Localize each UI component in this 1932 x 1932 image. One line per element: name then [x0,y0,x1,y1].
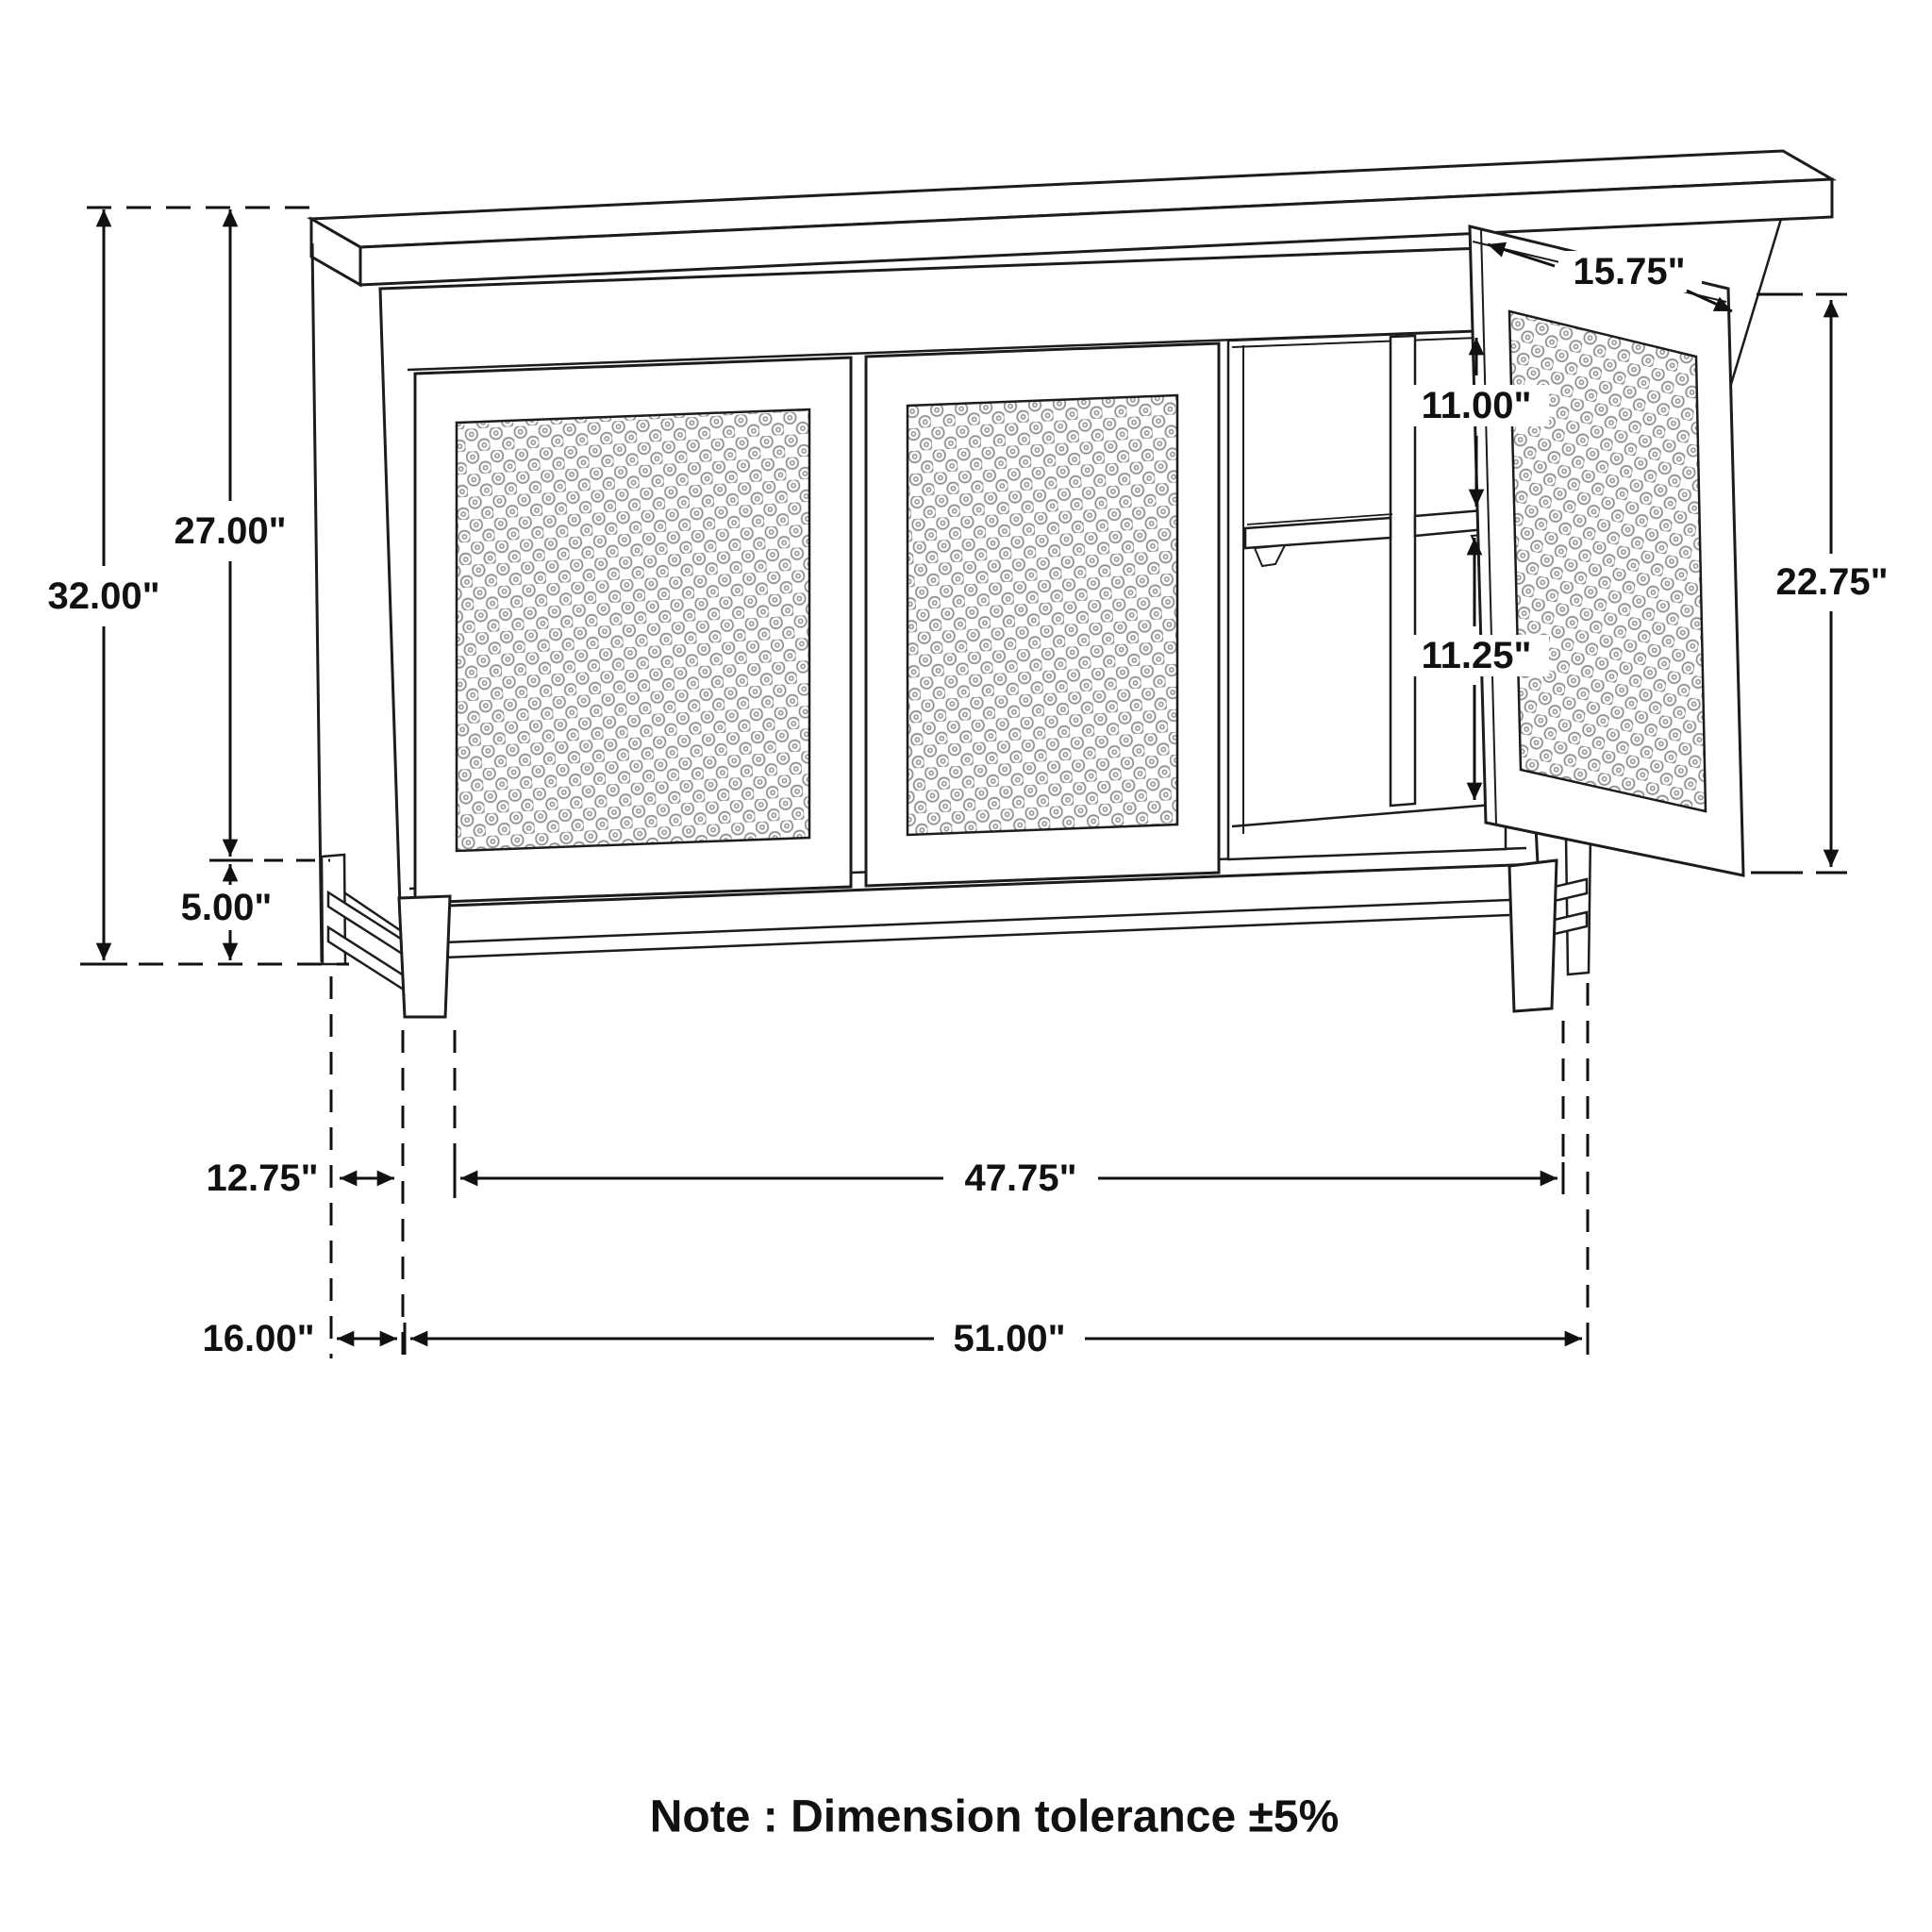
front-right-leg [1509,860,1557,1011]
left-door-cane-panel [457,409,809,851]
dim-label-body-height: 27.00" [174,510,287,552]
open-door [1470,226,1743,875]
dim-label-leg-height: 5.00" [180,887,273,928]
dim-label-door-height: 22.75" [1775,561,1889,603]
dim-leg-height [166,864,287,960]
dim-label-leg-depth-span: 12.75" [206,1158,319,1199]
tolerance-note: Note : Dimension tolerance ±5% [649,1791,1340,1842]
dim-door-height [1751,294,1907,873]
dim-label-lower-compartment: 11.25" [1421,635,1532,676]
dim-overall-height [34,209,174,960]
dim-row-overall [202,1318,1588,1359]
dim-row-legs [206,1158,1563,1199]
left-side-back-edge [312,243,322,962]
left-door [415,358,851,903]
dim-label-door-width: 15.75" [1573,251,1686,292]
middle-door-cane-panel [908,395,1177,835]
dim-label-front-leg-span: 47.75" [964,1158,1077,1199]
middle-door [866,343,1219,886]
dim-label-upper-compartment: 11.00" [1421,385,1532,426]
dim-label-overall-height: 32.00" [47,575,160,617]
back-right-leg [1566,832,1591,974]
dim-label-overall-width: 51.00" [953,1318,1066,1359]
front-left-leg [399,896,450,1017]
dim-body-height [160,209,300,857]
dim-label-overall-depth: 16.00" [202,1318,315,1359]
